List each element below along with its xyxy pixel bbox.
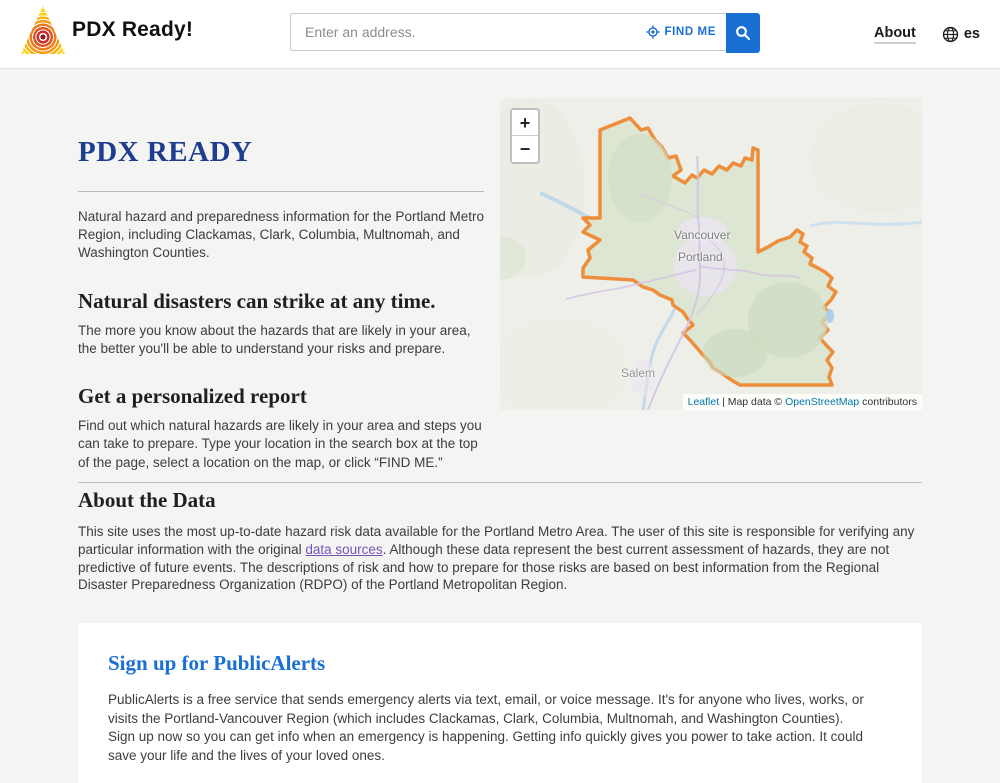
zoom-out-button[interactable]: − (512, 136, 538, 162)
address-input-box[interactable] (290, 13, 726, 51)
intro-paragraph: Natural hazard and preparedness information for the Portland Metro Region, including Clackamas, Clark, Columbia, Multnomah, and Washington Counties. (78, 209, 484, 261)
data-sources-link[interactable]: data sources (305, 541, 383, 557)
language-toggle[interactable] (942, 26, 980, 43)
strike-heading: Natural disasters can strike at any time. (78, 288, 436, 313)
public-alerts-card (78, 623, 922, 783)
zoom-in-button[interactable]: + (512, 110, 538, 136)
public-alerts-heading: Sign up for PublicAlerts (108, 651, 326, 675)
attribution-suffix: contributors (859, 396, 917, 408)
openstreetmap-link[interactable]: OpenStreetMap (785, 396, 860, 408)
brand[interactable] (20, 5, 193, 55)
search-icon (734, 24, 752, 42)
address-input[interactable] (303, 23, 646, 41)
about-link[interactable]: About (874, 25, 916, 44)
section-divider (78, 482, 922, 483)
find-me-label: FIND ME (664, 26, 716, 38)
map-label-vancouver: Vancouver (674, 228, 731, 242)
page-title: PDX READY (78, 136, 253, 168)
about-data-paragraph (78, 523, 922, 594)
map-attribution (683, 394, 922, 410)
header-nav (874, 0, 980, 68)
search-button[interactable] (726, 13, 760, 53)
map-zoom-control (510, 108, 540, 164)
strike-paragraph: The more you know about the hazards that are likely in your area, the better you'll be able to understand your risks and prepare. (78, 322, 471, 356)
about-data-text-before: This site uses the most up-to-date hazard risk data available for the Portland Metro Area. The user of this site is responsible for verifying any particular information with the original (78, 524, 915, 557)
about-data-section (78, 488, 922, 594)
find-me-button[interactable] (646, 25, 716, 39)
pdx-ready-logo-icon (20, 5, 66, 55)
region-map[interactable] (500, 98, 922, 410)
about-data-heading: About the Data (78, 488, 216, 512)
brand-name: PDX Ready! (72, 18, 194, 41)
public-alerts-paragraph: PublicAlerts is a free service that sends emergency alerts via text, email, or voice message. It's for anyone who lives, works, or visits the Portland-Vancouver Region (which includes Clackamas, Clark, Columbia, Multnomah, and Washington Counties). Sign up now so you can get info when an emergency is happening. Getting info quickly gives you power to take action. It could save your life and the lives of your loved ones. (108, 692, 864, 763)
attribution-text: | Map data © (719, 396, 786, 408)
map-label-salem: Salem (621, 366, 656, 380)
locate-icon (646, 25, 660, 39)
globe-icon (942, 26, 959, 43)
site-header (0, 0, 1000, 69)
about-data-text-after: . Although these data represent the best current assessment of hazards, they are not predictive of future events. The descriptions of risk and how to prepare for those risks are based on best information from the Regional Disaster Preparedness Organization (RDPO) of the Portland Metropolitan Region. (78, 541, 890, 593)
report-heading: Get a personalized report (78, 384, 307, 409)
intro-column (78, 136, 484, 472)
report-paragraph: Find out which natural hazards are likely in your area and steps you can take to prepare. Type your location in the search box at the top of the page, select a location on the map, or click “FIND ME.” (78, 418, 482, 470)
language-label: es (963, 26, 980, 42)
address-search (290, 13, 760, 53)
leaflet-link[interactable]: Leaflet (687, 396, 720, 408)
map-label-portland: Portland (678, 250, 723, 264)
title-divider (78, 191, 484, 192)
